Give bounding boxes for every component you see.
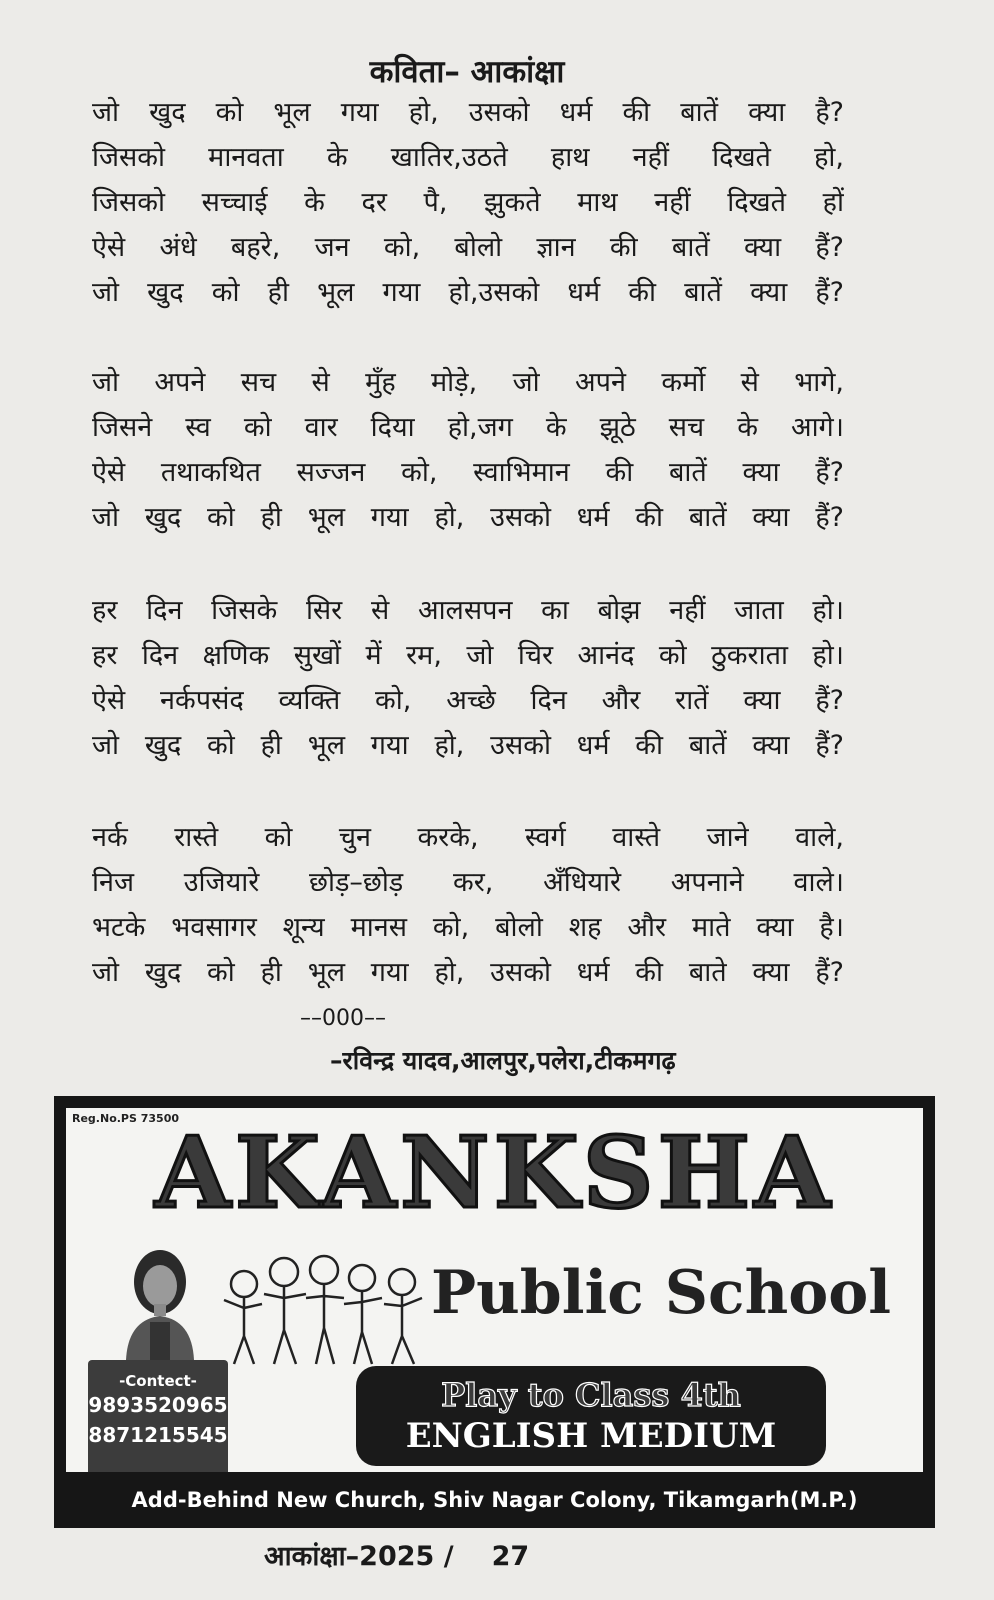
poem-line: ऐसे नर्कपसंद व्यक्ति को, अच्छे दिन और रातें क्या हैं?	[92, 685, 844, 716]
poem-title: कविता– आकांक्षा	[369, 54, 565, 90]
stanza-3	[92, 588, 844, 768]
phone-number: 8871215545	[88, 1423, 228, 1447]
girl-photo-icon	[120, 1242, 200, 1360]
poem-line: जो खुद को ही भूल गया हो,उसको धर्म की बातें क्या हैं?	[92, 277, 844, 308]
poem-line: जो खुद को ही भूल गया हो, उसको धर्म की बातें क्या हैं?	[92, 502, 844, 533]
poem-line: हर दिन जिसके सिर से आलसपन का बोझ नहीं जाता हो।	[92, 595, 844, 626]
poem-line: ऐसे तथाकथित सज्जन को, स्वाभिमान की बातें क्या हैं?	[92, 457, 844, 488]
poem-line: निज उजियारे छोड़–छोड़ कर, अँधियारे अपनाने वाले।	[92, 867, 844, 898]
poem-line: ऐसे अंधे बहरे, जन को, बोलो ज्ञान की बातें क्या हैं?	[92, 232, 844, 263]
poem-line: जो अपने सच से मुँह मोड़े, जो अपने कर्मो से भागे,	[92, 367, 844, 398]
poem-line: भटके भवसागर शून्य मानस को, बोलो शह और माते क्या है।	[92, 912, 844, 943]
page-footer	[264, 1536, 529, 1573]
poem-line: जो खुद को भूल गया हो, उसको धर्म की बातें क्या है?	[92, 97, 844, 128]
page-number: 27	[491, 1541, 530, 1572]
children-illustration-icon	[216, 1248, 431, 1368]
class-range: Play to Class 4th	[441, 1376, 741, 1414]
poem-line: जो खुद को ही भूल गया हो, उसको धर्म की बातें क्या हैं?	[92, 730, 844, 761]
poem-line: जिसको मानवता के खातिर,उठते हाथ नहीं दिखते हो,	[92, 142, 844, 173]
poem-line: नर्क रास्ते को चुन करके, स्वर्ग वास्ते जाने वाले,	[92, 822, 844, 853]
author-credit: –रविन्द्र यादव,आलपुर,पलेरा,टीकमगढ़	[330, 1046, 676, 1075]
stanza-2	[92, 360, 844, 540]
poem-line: हर दिन क्षणिक सुखों में रम, जो चिर आनंद को ठुकराता हो।	[92, 640, 844, 671]
poem-line: जिसने स्व को वार दिया हो,जग के झूठे सच के आगे।	[92, 412, 844, 443]
ad-panel	[66, 1108, 923, 1472]
contact-box	[88, 1360, 228, 1472]
medium-label: ENGLISH MEDIUM	[405, 1416, 777, 1456]
separator: ––000––	[300, 1006, 386, 1031]
stanza-1	[92, 90, 844, 315]
magazine-label: आकांक्षा–2025 /	[264, 1541, 454, 1572]
class-info-badge	[356, 1366, 826, 1466]
school-address: Add-Behind New Church, Shiv Nagar Colony, Tikamgarh(M.P.)	[131, 1488, 858, 1512]
registration-number: Reg.No.PS 73500	[72, 1112, 180, 1125]
phone-number: 9893520965	[88, 1393, 228, 1417]
contact-label: -Contect-	[119, 1372, 197, 1390]
school-subtitle: Public School	[431, 1258, 892, 1328]
school-advertisement	[54, 1096, 935, 1528]
school-brand: AKANKSHA	[154, 1116, 835, 1231]
poem-line: जिसको सच्चाई के दर पै, झुकते माथ नहीं दिखते हों	[92, 187, 844, 218]
stanza-4	[92, 815, 844, 995]
poem-line: जो खुद को ही भूल गया हो, उसको धर्म की बाते क्या हैं?	[92, 957, 844, 988]
